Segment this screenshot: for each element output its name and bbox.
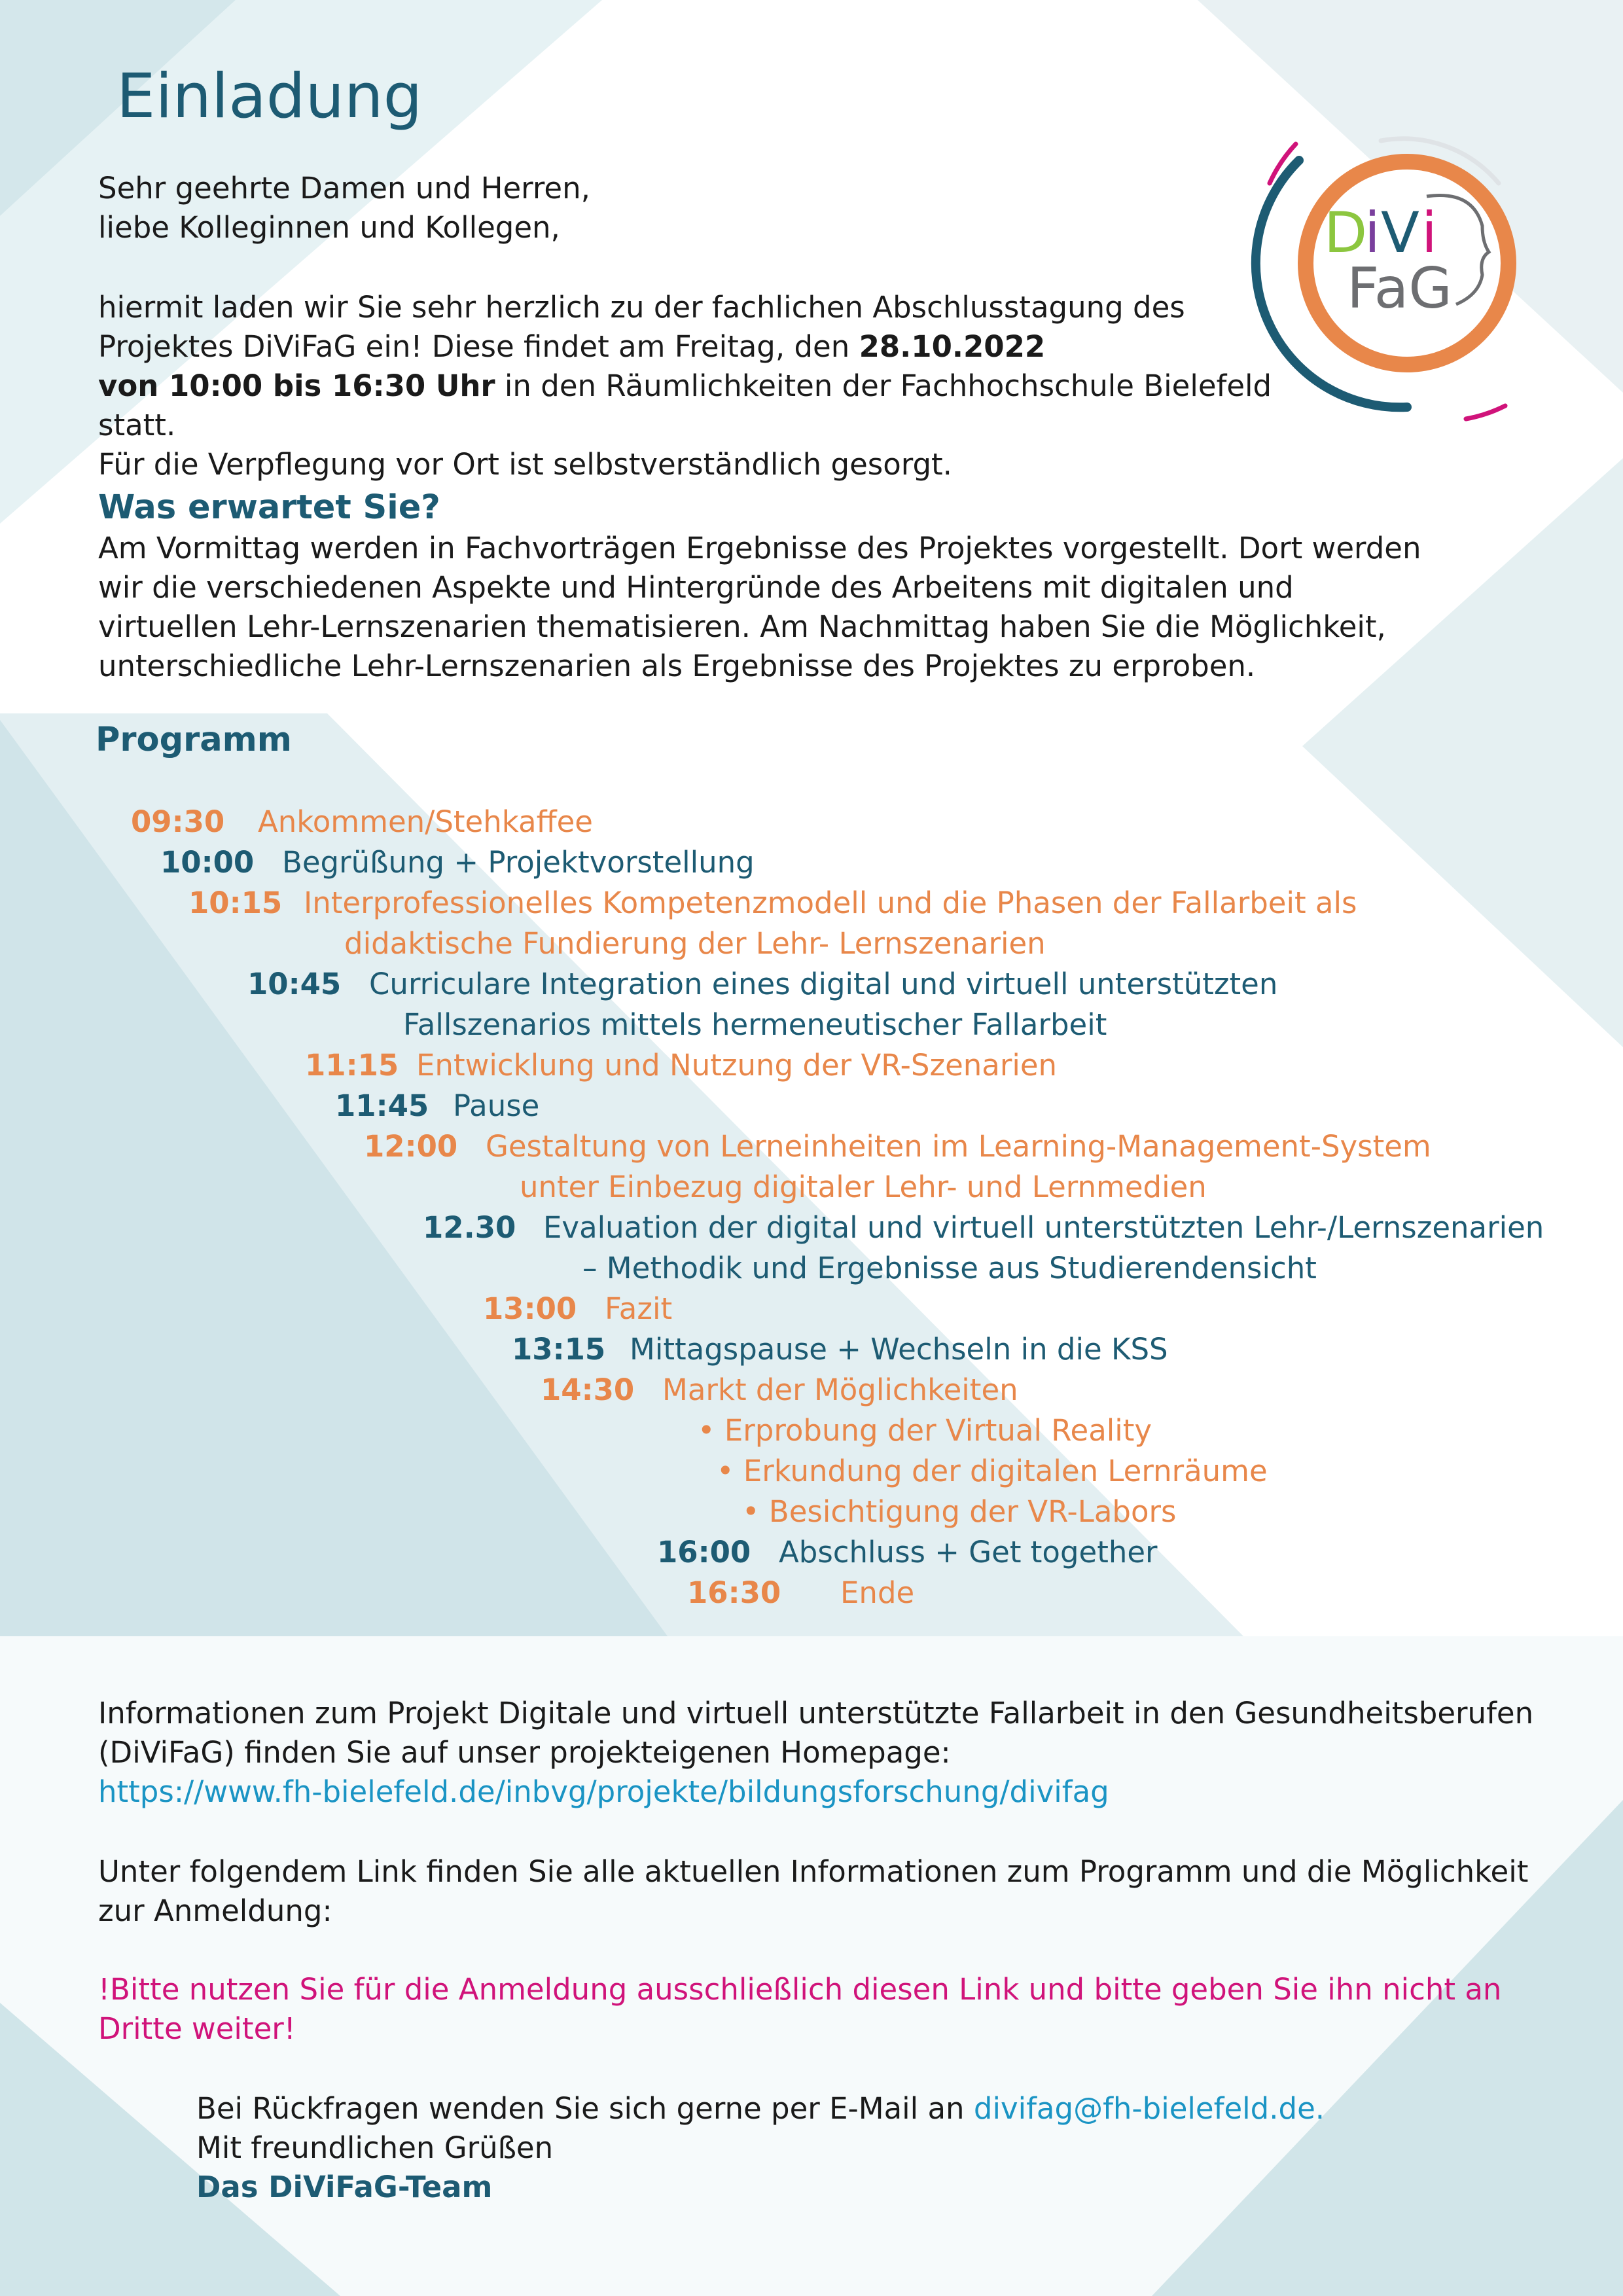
program-time: 10:15 xyxy=(188,886,283,920)
svg-text:FaG: FaG xyxy=(1347,256,1452,321)
svg-text:i: i xyxy=(1421,200,1437,266)
project-homepage-link[interactable]: https://www.fh-bielefeld.de/inbvg/projekte/bildungsforschung/divifag xyxy=(98,1774,1109,1809)
page-title: Einladung xyxy=(116,61,423,132)
program-time: 16:30 xyxy=(687,1575,781,1610)
program-item-continuation: didaktische Fundierung der Lehr- Lernszenarien xyxy=(344,926,1046,961)
svg-text:V: V xyxy=(1381,200,1419,266)
program-title: Gestaltung von Lerneinheiten im Learning-Management-System xyxy=(486,1129,1431,1164)
program-title: Pause xyxy=(453,1088,540,1123)
event-time: von 10:00 bis 16:30 Uhr xyxy=(98,368,495,403)
info-line: Informationen zum Projekt Digitale und virtuell unterstützte Fallarbeit in den Gesundheitsberufen xyxy=(98,1696,1534,1731)
program-time: 13:00 xyxy=(483,1291,577,1326)
expect-line: virtuellen Lehr-Lernszenarien thematisieren. Am Nachmittag haben Sie die Möglichkeit, xyxy=(98,609,1386,644)
warning-paragraph xyxy=(98,1970,1590,2049)
intro-text: Projektes DiViFaG ein! Diese findet am Freitag, den xyxy=(98,329,859,364)
salutation-line: Sehr geehrte Damen und Herren, xyxy=(98,171,590,206)
program-item-continuation: – Methodik und Ergebnisse aus Studierendensicht xyxy=(582,1251,1317,1285)
program-title: Entwicklung und Nutzung der VR-Szenarien xyxy=(416,1048,1058,1083)
greeting: Mit freundlichen Grüßen xyxy=(196,2130,554,2165)
program-title: Markt der Möglichkeiten xyxy=(662,1372,1018,1407)
contact-email-link[interactable]: divifag@fh-bielefeld.de. xyxy=(973,2091,1325,2126)
team-signature: Das DiViFaG-Team xyxy=(196,2170,493,2204)
program-title: Interprofessionelles Kompetenzmodell und die Phasen der Fallarbeit als xyxy=(304,886,1357,920)
contact-text: Bei Rückfragen wenden Sie sich gerne per E-Mail an xyxy=(196,2091,974,2126)
info-line: (DiViFaG) finden Sie auf unser projekteigenen Homepage: xyxy=(98,1735,951,1770)
program-title: Begrüßung + Projektvorstellung xyxy=(282,845,755,880)
program-time: 09:30 xyxy=(131,804,225,839)
program-title: Ende xyxy=(840,1575,915,1610)
market-bullet: • Erkundung der digitalen Lernräume xyxy=(717,1454,1268,1488)
program-title: Mittagspause + Wechseln in die KSS xyxy=(630,1332,1168,1367)
program-time: 13:15 xyxy=(512,1332,606,1367)
expect-line: unterschiedliche Lehr-Lernszenarien als Ergebnisse des Projektes zu erproben. xyxy=(98,649,1256,683)
closing-block xyxy=(196,2089,1440,2207)
program-time: 11:45 xyxy=(335,1088,429,1123)
program-time: 10:45 xyxy=(247,967,342,1001)
expect-line: Am Vormittag werden in Fachvorträgen Ergebnisse des Projektes vorgestellt. Dort werden xyxy=(98,531,1421,565)
salutation-line: liebe Kolleginnen und Kollegen, xyxy=(98,210,560,245)
expect-line: wir die verschiedenen Aspekte und Hintergründe des Arbeitens mit digitalen und xyxy=(98,570,1294,605)
program-time: 11:15 xyxy=(305,1048,399,1083)
info-paragraph xyxy=(98,1694,1590,1812)
program-time: 12.30 xyxy=(423,1210,516,1245)
svg-text:D: D xyxy=(1324,200,1368,266)
market-bullet: • Besichtigung der VR-Labors xyxy=(742,1494,1177,1529)
contact-line xyxy=(196,2089,1440,2128)
intro-text: in den Räumlichkeiten der Fachhochschule Bielefeld statt. xyxy=(98,368,1272,442)
svg-text:i: i xyxy=(1364,200,1380,266)
program-time: 12:00 xyxy=(364,1129,458,1164)
program-heading: Programm xyxy=(96,721,292,759)
program-time: 16:00 xyxy=(657,1535,751,1570)
program-title: Fazit xyxy=(605,1291,673,1326)
program-item-continuation: unter Einbezug digitaler Lehr- und Lernmedien xyxy=(520,1170,1207,1204)
warning-line: !Bitte nutzen Sie für die Anmeldung ausschließlich diesen Link und bitte geben Sie ihn nicht an xyxy=(98,1972,1502,2007)
program-title: Abschluss + Get together xyxy=(779,1535,1158,1570)
registration-line: Unter folgendem Link finden Sie alle aktuellen Informationen zum Programm und die Möglichkeit xyxy=(98,1854,1529,1889)
event-date: 28.10.2022 xyxy=(859,329,1046,364)
warning-line: Dritte weiter! xyxy=(98,2011,296,2046)
registration-paragraph xyxy=(98,1852,1590,1931)
intro-line: Für die Verpflegung vor Ort ist selbstverständlich gesorgt. xyxy=(98,447,952,482)
market-bullet: • Erprobung der Virtual Reality xyxy=(698,1413,1152,1448)
intro-line: hiermit laden wir Sie sehr herzlich zu der fachlichen Abschlusstagung des xyxy=(98,290,1185,325)
program-title: Evaluation der digital und virtuell unterstützten Lehr-/Lernszenarien xyxy=(543,1210,1544,1245)
program-time: 10:00 xyxy=(160,845,255,880)
program-item-continuation: Fallszenarios mittels hermeneutischer Fallarbeit xyxy=(403,1007,1107,1042)
program-time: 14:30 xyxy=(541,1372,635,1407)
program-title: Curriculare Integration eines digital und virtuell unterstützten xyxy=(369,967,1278,1001)
expect-heading: Was erwartet Sie? xyxy=(98,488,440,527)
program-title: Ankommen/Stehkaffee xyxy=(258,804,593,839)
registration-line: zur Anmeldung: xyxy=(98,1893,332,1928)
